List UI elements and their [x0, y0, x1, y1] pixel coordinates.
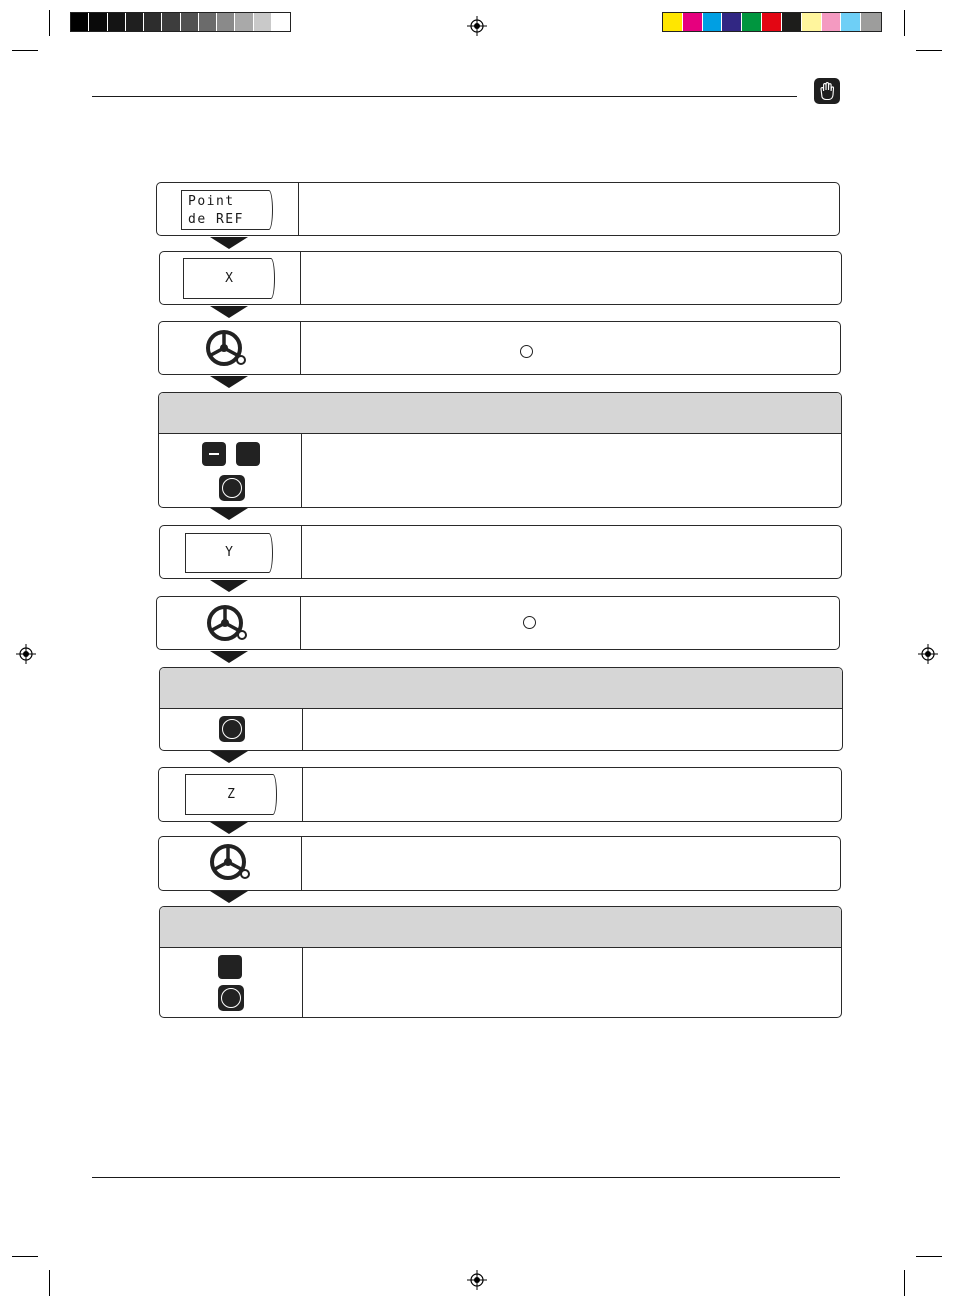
color-swatch	[71, 13, 89, 31]
section-header	[160, 907, 841, 948]
step-box	[158, 321, 841, 375]
color-swatch	[841, 13, 861, 31]
registration-mark-icon	[467, 1270, 487, 1290]
enter-key[interactable]	[218, 985, 244, 1011]
registration-mark-icon	[467, 16, 487, 36]
step-box	[159, 667, 843, 751]
color-swatch	[181, 13, 199, 31]
lcd-display	[181, 190, 273, 230]
flow-arrow	[210, 237, 248, 249]
step-box	[156, 596, 840, 650]
lcd-display	[185, 774, 277, 815]
color-swatch	[742, 13, 762, 31]
step-box	[158, 392, 842, 508]
footer-rule	[92, 1177, 840, 1178]
step-box	[159, 906, 842, 1018]
section-header	[159, 393, 841, 434]
color-swatch	[802, 13, 822, 31]
flow-arrow	[210, 376, 248, 388]
key[interactable]	[236, 442, 260, 466]
enter-key[interactable]	[219, 475, 245, 501]
color-swatch	[822, 13, 842, 31]
color-swatch	[861, 13, 881, 31]
color-swatch	[126, 13, 144, 31]
color-swatch	[162, 13, 180, 31]
color-swatch	[683, 13, 703, 31]
display-line: Point	[188, 194, 235, 209]
flow-arrow	[210, 822, 248, 834]
minus-key[interactable]	[202, 442, 226, 466]
reference-mark-icon	[520, 345, 533, 358]
color-swatch	[722, 13, 742, 31]
crop-mark	[12, 1256, 38, 1257]
color-swatch	[272, 13, 290, 31]
color-swatch	[108, 13, 126, 31]
color-swatch	[199, 13, 217, 31]
flow-arrow	[210, 651, 248, 663]
lcd-display	[183, 258, 275, 299]
flow-arrow	[210, 751, 248, 763]
section-header	[160, 668, 842, 709]
lcd-display	[185, 533, 273, 573]
flow-arrow	[210, 306, 248, 318]
step-box	[158, 836, 841, 891]
color-bar	[662, 12, 882, 32]
handwheel-icon[interactable]	[206, 603, 248, 645]
color-swatch	[762, 13, 782, 31]
axis-label: X	[225, 271, 233, 286]
color-swatch	[663, 13, 683, 31]
axis-label: Z	[227, 787, 235, 802]
color-swatch	[144, 13, 162, 31]
step-box	[159, 525, 842, 579]
flow-arrow	[210, 891, 248, 903]
crop-mark	[49, 10, 50, 36]
registration-mark-icon	[16, 644, 36, 664]
flow-arrow	[210, 580, 248, 592]
crop-mark	[49, 1270, 50, 1296]
step-box	[158, 767, 842, 822]
reference-mark-icon	[523, 616, 536, 629]
gray-scale-bar	[70, 12, 291, 32]
header-rule	[92, 96, 797, 97]
crop-mark	[904, 10, 905, 36]
handwheel-icon[interactable]	[205, 328, 247, 370]
hand-icon	[814, 78, 840, 104]
key[interactable]	[218, 955, 242, 979]
step-box	[156, 182, 840, 236]
crop-mark	[916, 50, 942, 51]
enter-key[interactable]	[219, 716, 245, 742]
axis-label: Y	[225, 545, 233, 560]
crop-mark	[916, 1256, 942, 1257]
color-swatch	[217, 13, 235, 31]
color-swatch	[235, 13, 253, 31]
display-line: de REF	[188, 212, 244, 227]
handwheel-icon[interactable]	[209, 842, 251, 884]
color-swatch	[89, 13, 107, 31]
flow-arrow	[210, 508, 248, 520]
step-box	[159, 251, 842, 305]
color-swatch	[254, 13, 272, 31]
color-swatch	[703, 13, 723, 31]
registration-mark-icon	[918, 644, 938, 664]
color-swatch	[782, 13, 802, 31]
crop-mark	[904, 1270, 905, 1296]
crop-mark	[12, 50, 38, 51]
